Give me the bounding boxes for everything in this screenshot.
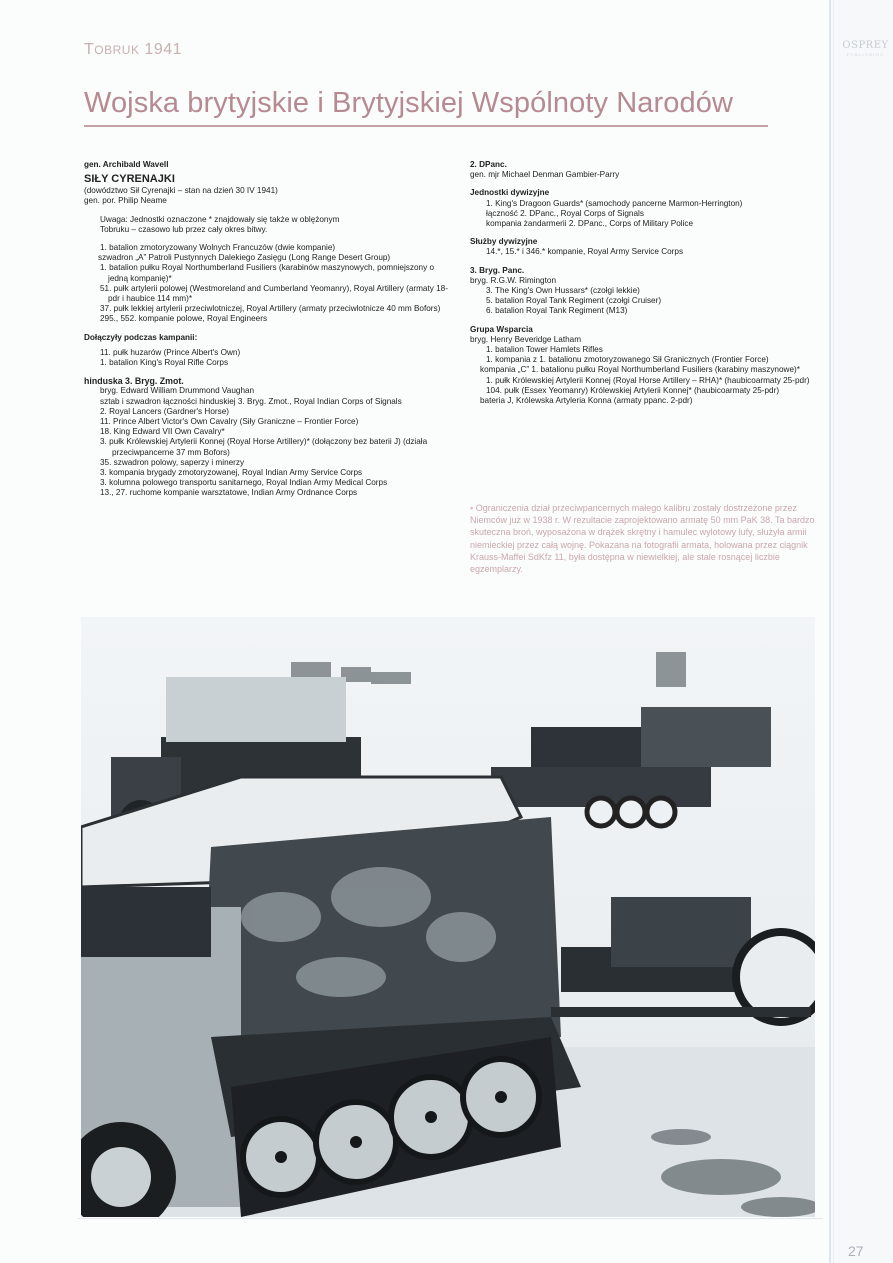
armoured-brigade-list <box>470 286 830 317</box>
list-item: 104. pułk (Essex Yeomanry) Królewskiej Artylerii Konnej* (haubicoarmaty 25-pdr) <box>486 385 780 395</box>
div-services-list <box>470 247 830 257</box>
list-item: 37. pułk lekkiej artylerii przeciwlotniczej, Royal Artillery (armaty przeciwlotnicze 40 mm Bofors) <box>100 304 441 314</box>
caption-bullet-icon: ▪ <box>470 503 474 513</box>
list-item: sztab i szwadron łączności hinduskiej 3. Bryg. Zmot., Royal Indian Corps of Signals <box>100 396 402 406</box>
list-item: łączność 2. DPanc., Royal Corps of Signals <box>486 208 644 218</box>
armoured-brigade-heading: 3. Bryg. Panc. <box>470 265 525 275</box>
list-item: 1. kompania z 1. batalionu zmotoryzowanego Sił Granicznych (Frontier Force) <box>486 355 769 365</box>
list-item: 18. King Edward VII Own Cavalry* <box>100 427 225 437</box>
list-item: 3. kompania brygady zmotoryzowanej, Royal Indian Army Service Corps <box>100 468 363 478</box>
running-head-smallcaps: OBRUK <box>94 43 140 57</box>
list-item: 295., 552. kompanie polowe, Royal Engineers <box>100 314 268 324</box>
list-item: 1. batalion King's Royal Rifle Corps <box>100 358 229 368</box>
photo-image <box>81 617 815 1217</box>
section-subheading: (dowództwo Sił Cyrenajki – stan na dzień 30 IV 1941) <box>84 186 278 196</box>
brigade-commander: bryg. Edward William Drummond Vaughan <box>100 386 255 396</box>
support-group-commander: bryg. Henry Beveridge Latham <box>470 334 582 344</box>
list-item: 6. batalion Royal Tank Regiment (M13) <box>486 306 628 316</box>
list-item: 3. The King's Own Hussars* (czołgi lekkie) <box>486 286 640 296</box>
support-group-list <box>470 345 830 406</box>
joined-heading: Dołączyły podczas kampanii: <box>84 332 198 342</box>
division-commander: gen. mjr Michael Denman Gambier-Parry <box>470 170 620 180</box>
running-head <box>84 41 182 59</box>
list-item: 3. pułk Królewskiej Artylerii Konnej (Royal Horse Artillery)* (dołączony bez baterii J) (działa przeciwpancerne 37 mm Bofors) <box>100 437 428 457</box>
publisher-subtitle: PUBLISHING <box>846 52 885 57</box>
joined-list <box>84 348 454 368</box>
list-item: 5. batalion Royal Tank Regiment (czołgi Cruiser) <box>486 296 662 306</box>
list-item: 1. batalion pułku Royal Northumberland Fusiliers (karabinów maszynowych, pomniejszony o jedną kompanię)* <box>100 263 435 283</box>
publisher-logo <box>838 40 893 57</box>
running-head-initial: T <box>84 41 95 58</box>
photo-bottom-rule <box>77 1218 823 1219</box>
list-item: 51. pułk artylerii polowej (Westmoreland and Cumberland Yeomanry), Royal Artillery (armaty 18-pdr i haubice 114 mm)* <box>100 283 448 304</box>
support-group-heading: Grupa Wsparcia <box>470 324 533 334</box>
list-item: 2. Royal Lancers (Gardner's Horse) <box>100 406 229 416</box>
brigade-heading: hinduska 3. Bryg. Zmot. <box>84 376 184 387</box>
division-heading: 2. DPanc. <box>470 160 507 169</box>
halftrack-photo <box>81 617 815 1217</box>
list-item: 35. szwadron polowy, saperzy i minerzy <box>100 457 245 467</box>
note-line: Uwaga: Jednostki oznaczone * znajdowały się także w oblężonym <box>100 214 340 224</box>
commander: gen. Archibald Wavell <box>84 160 169 169</box>
list-item: kompania „C” 1. batalionu pułku Royal Northumberland Fusiliers (karabiny maszynowe)* <box>480 365 800 375</box>
div-units-heading: Jednostki dywizyjne <box>470 188 550 198</box>
armoured-brigade-commander: bryg. R.G.W. Rimington <box>470 275 556 285</box>
left-column <box>84 160 454 499</box>
list-item: 11. Prince Albert Victor's Own Cavalry (Siły Graniczne – Frontier Force) <box>100 417 359 427</box>
list-item: 1. pułk Królewskiej Artylerii Konnej (Royal Horse Artillery – RHA)* (haubicoarmaty 25-pdr) <box>486 375 810 385</box>
list-item: 1. batalion Tower Hamlets Rifles <box>486 345 603 355</box>
caption-text: Ograniczenia dział przeciwpancernych małego kalibru zostały dostrzeżone przez Niemców już w 1938 r. W rezultacie zaprojektowano armatę 50 mm PaK 38. Ta bardzo skuteczna broń, wyposażona w drążek skrętny i hamulec wylotowy lufy, służyła armii niemieckiej przez całą wojnę. Pokazana na fotografii armata, holowana przez ciągnik Krauss-Maffei SdKfz 11, była dostępna w niewielkiej, ale stale rosnącej liczbie egzemplarzy. <box>470 503 815 575</box>
list-item: bateria J, Królewska Artyleria Konna (armaty ppanc. 2-pdr) <box>480 396 693 406</box>
div-services-heading: Służby dywizyjne <box>470 237 538 247</box>
running-head-year: 1941 <box>144 41 183 58</box>
subcommander: gen. por. Philip Neame <box>84 196 167 206</box>
list-item: 13., 27. ruchome kompanie warsztatowe, Indian Army Ordnance Corps <box>100 488 358 498</box>
page-margin-strip <box>829 0 893 1263</box>
publisher-name: OSPREY <box>842 40 889 51</box>
section-heading: SIŁY CYRENAJKI <box>84 173 175 186</box>
page-title: Wojska brytyjskie i Brytyjskiej Wspólnoty Narodów <box>84 87 733 119</box>
list-item: szwadron „A” Patroli Pustynnych Dalekiego Zasięgu (Long Range Desert Group) <box>98 253 391 263</box>
note <box>84 215 454 235</box>
brigade-list <box>84 397 454 499</box>
list-item: 1. batalion zmotoryzowany Wolnych Francuzów (dwie kompanie) <box>100 243 336 253</box>
right-column <box>470 160 830 406</box>
list-item: kompania żandarmerii 2. DPanc., Corps of Military Police <box>486 219 694 229</box>
unit-list <box>84 243 454 325</box>
page-number: 27 <box>848 1243 864 1259</box>
photo-caption <box>470 502 825 575</box>
list-item: 1. King's Dragoon Guards* (samochody pancerne Marmon-Herrington) <box>486 198 743 208</box>
list-item: 3. kolumna polowego transportu sanitarnego, Royal Indian Army Medical Corps <box>100 478 388 488</box>
margin-divider <box>833 0 834 1263</box>
note-line: Tobruku – czasowo lub przez cały okres bitwy. <box>100 224 268 234</box>
div-units-list <box>470 199 830 230</box>
title-underline <box>84 125 768 127</box>
list-item: 14.*, 15.* i 346.* kompanie, Royal Army Service Corps <box>486 247 684 257</box>
list-item: 11. pułk huzarów (Prince Albert's Own) <box>100 347 241 357</box>
